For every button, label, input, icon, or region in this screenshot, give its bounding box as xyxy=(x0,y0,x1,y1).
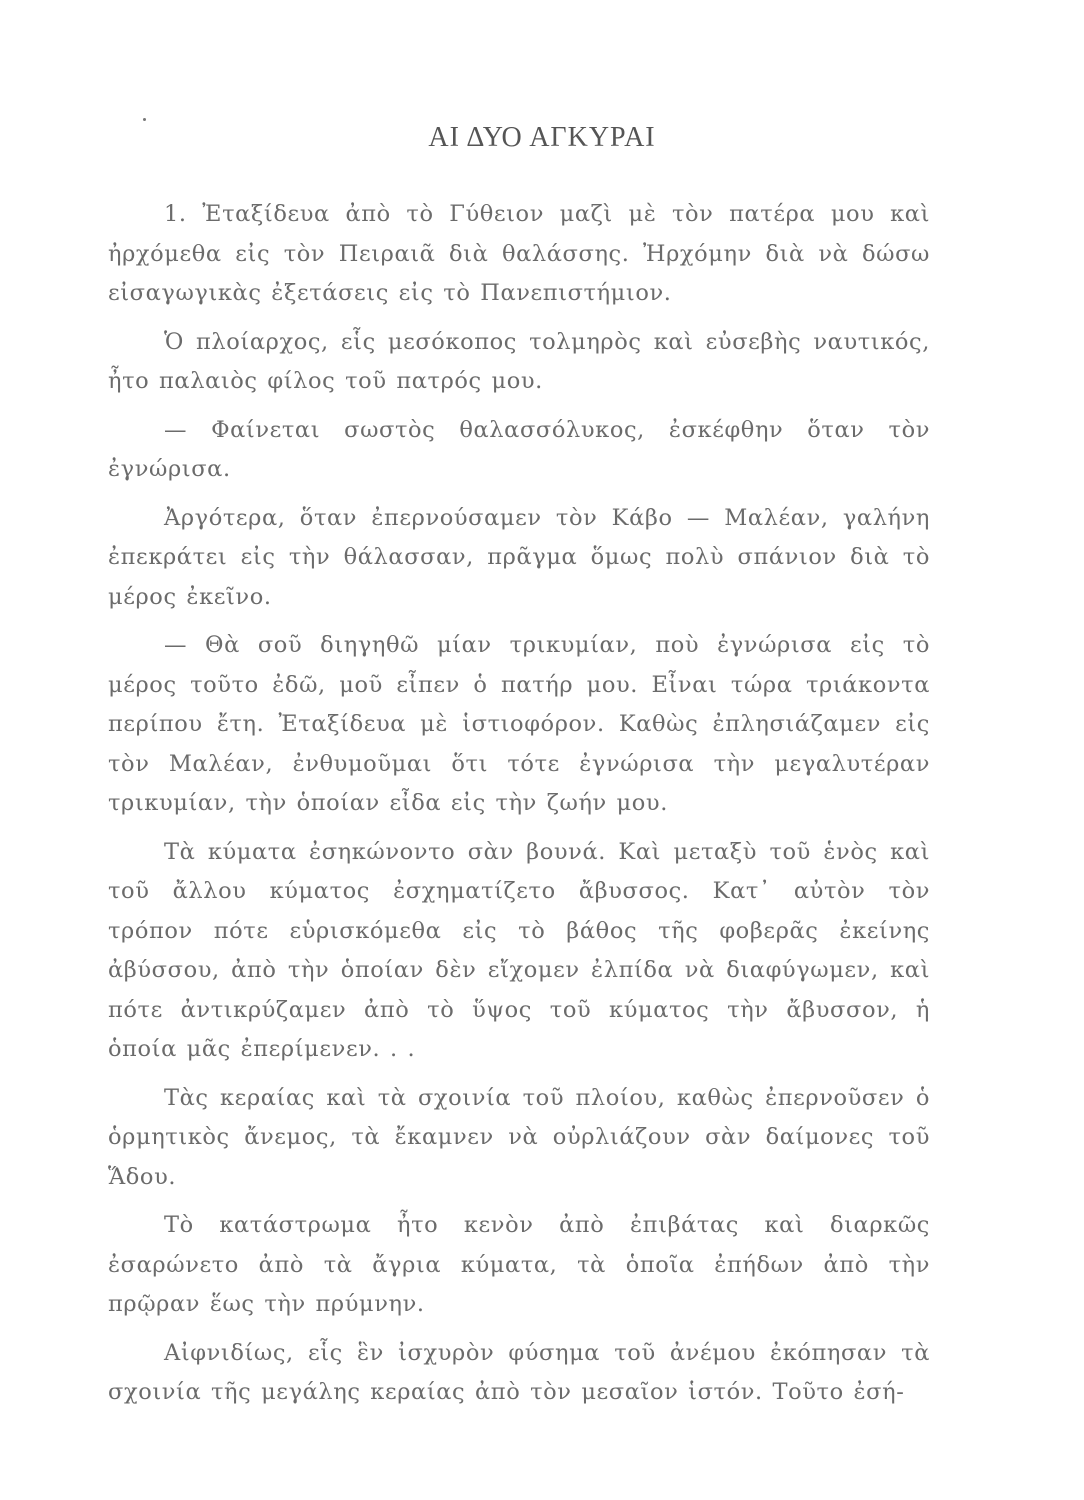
paragraph-6: Τὰ κύματα ἐσηκώνοντο σὰν βουνά. Καὶ μεταξὺ τοῦ ἑνὸς καὶ τοῦ ἄλλου κύματος ἐσχηματίζετο ἄβυσσος. Κατ᾽ αὐτὸν τὸν τρόπον πότε εὑρισκόμεθα εἰς τὸ βάθος τῆς φοβερᾶς ἐκείνης ἀβύσσου, ἀπὸ τὴν ὁποίαν δὲν εἴχομεν ἐλπίδα νὰ διαφύγωμεν, καὶ πότε ἀντικρύζαμεν ἀπὸ τὸ ὕψος τοῦ κύματος τὴν ἄβυσσον, ἡ ὁποία μᾶς ἐπερίμενεν. . . xyxy=(108,838,930,1062)
paragraph-7: Τὰς κεραίας καὶ τὰ σχοινία τοῦ πλοίου, καθὼς ἐπερνοῦσεν ὁ ὁρμητικὸς ἄνεμος, τὰ ἔκαμνεν νὰ οὐρλιάζουν σὰν δαίμονες τοῦ Ἅδου. xyxy=(108,1084,930,1190)
paragraph-2: Ὁ πλοίαρχος, εἷς μεσόκοπος τολμηρὸς καὶ εὐσεβὴς ναυτικός, ἦτο παλαιὸς φίλος τοῦ πατρός μου. xyxy=(108,328,930,394)
paragraph-1: 1. Ἐταξίδευα ἀπὸ τὸ Γύθειον μαζὶ μὲ τὸν πατέρα μου καὶ ἠρχόμεθα εἰς τὸν Πειραιᾶ διὰ θαλάσσης. Ἠρχόμην διὰ νὰ δώσω εἰσαγωγικὰς ἐξετάσεις εἰς τὸ Πανεπιστήμιον. xyxy=(108,201,930,306)
paragraph-3: — Φαίνεται σωστὸς θαλασσόλυκος, ἐσκέφθην ὅταν τὸν ἐγνώρισα. xyxy=(108,416,930,482)
chapter-title: ΑΙ ΔΥΟ ΑΓΚΥΡΑΙ xyxy=(428,122,656,153)
paragraph-9: Αἰφνιδίως, εἷς ἓν ἰσχυρὸν φύσημα τοῦ ἀνέμου ἐκόπησαν τὰ σχοινία τῆς μεγάλης κεραίας ἀπὸ τὸν μεσαῖον ἱστόν. Τοῦτο ἐσή- xyxy=(108,1339,930,1405)
chapter-body xyxy=(108,195,930,1422)
paragraph-8: Τὸ κατάστρωμα ἦτο κενὸν ἀπὸ ἐπιβάτας καὶ διαρκῶς ἐσαρώνετο ἀπὸ τὰ ἄγρια κύματα, τὰ ὁποῖα ἐπήδων ἀπὸ τὴν πρῷραν ἕως τὴν πρύμνην. xyxy=(108,1212,930,1317)
paragraph-5: — Θὰ σοῦ διηγηθῶ μίαν τρικυμίαν, ποὺ ἐγνώρισα εἰς τὸ μέρος τοῦτο ἐδῶ, μοῦ εἶπεν ὁ πατήρ μου. Εἶναι τώρα τριάκοντα περίπου ἔτη. Ἐταξίδευα μὲ ἱστιοφόρον. Καθὼς ἐπλησιάζαμεν εἰς τὸν Μαλέαν, ἐνθυμοῦμαι ὅτι τότε ἐγνώρισα τὴν μεγαλυτέραν τρικυμίαν, τὴν ὁποίαν εἶδα εἰς τὴν ζωήν μου. xyxy=(108,632,930,816)
ink-speck xyxy=(143,118,146,121)
paragraph-4: Ἀργότερα, ὅταν ἐπερνούσαμεν τὸν Κάβο — Μαλέαν, γαλήνη ἐπεκράτει εἰς τὴν θάλασσαν, πρᾶγμα ὅμως πολὺ σπάνιον διὰ τὸ μέρος ἐκεῖνο. xyxy=(108,504,930,610)
